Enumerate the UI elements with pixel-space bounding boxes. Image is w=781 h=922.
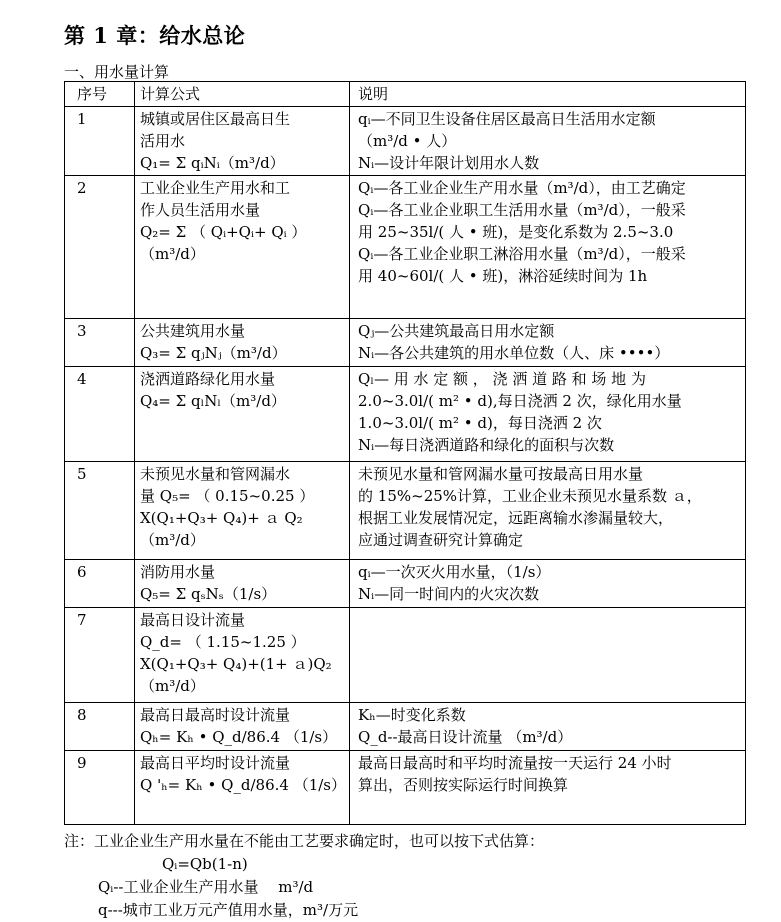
formula-line: Q_d= （ 1.15~1.25 ） [140,633,306,651]
water-demand-table [64,81,746,825]
formula-cell [135,319,350,367]
description-line: 的 15%~25%计算，工业企业未预见水量系数 ａ， [358,487,702,505]
formula-cell [135,176,350,319]
formula-line: 未预见水量和管网漏水 [140,465,291,483]
formula-line: Q₁= Σ qᵢNᵢ（m³/d） [140,154,285,172]
note-formula: Qᵢ=Qb(1-n) [162,855,248,873]
description-cell [350,176,746,319]
description-line: Qₗ— 用 水 定 额 ， 浇 洒 道 路 和 场 地 为 [358,370,646,388]
row-number: 9 [65,751,135,825]
footnote [64,830,544,922]
description-line: （m³/d • 人） [358,132,457,150]
table-row [65,462,746,560]
description-line: Nᵢ—同一时间内的火灾次数 [358,585,540,603]
row-number: 7 [65,608,135,703]
table-row [65,107,746,176]
description-line: Qᵢ—各工业企业生产用水量（m³/d），由工艺确定 [358,179,686,197]
description-line: 2.0~3.0l/( m² • d),每日浇洒 2 次，绿化用水量 [358,392,682,410]
description-line: Q_d--最高日设计流量 （m³/d） [358,728,573,746]
description-line: 未预见水量和管网漏水量可按最高日用水量 [358,465,644,483]
row-number: 4 [65,367,135,462]
formula-line: （m³/d） [140,677,205,695]
description-line: qᵢ—一次灭火用水量，（1/s） [358,563,551,581]
row-number: 8 [65,703,135,751]
column-header-formula: 计算公式 [135,82,350,107]
row-number: 3 [65,319,135,367]
formula-cell [135,751,350,825]
formula-cell [135,560,350,608]
table-row [65,367,746,462]
description-line: 应通过调查研究计算确定 [358,531,524,549]
formula-line: Q₅= Σ qₛNₛ（1/s） [140,585,277,603]
table-row [65,703,746,751]
description-cell [350,367,746,462]
description-cell [350,462,746,560]
formula-cell [135,462,350,560]
description-line: 用 25~35l/( 人 • 班)，是变化系数为 2.5~3.0 [358,223,674,241]
description-line: qᵢ—不同卫生设备住居区最高日生活用水定额 [358,110,656,128]
formula-line: 城镇或居住区最高日生 [140,110,291,128]
row-number: 6 [65,560,135,608]
description-cell [350,319,746,367]
description-cell [350,703,746,751]
formula-line: 量 Q₅= （ 0.15~0.25 ） [140,487,315,505]
formula-cell [135,107,350,176]
formula-line: 最高日最高时设计流量 [140,706,291,724]
formula-line: 消防用水量 [140,563,216,581]
description-line: Nᵢ—每日浇洒道路和绿化的面积与次数 [358,436,615,454]
description-cell [350,608,746,703]
description-line: Nᵢ—各公共建筑的用水单位数（人、床 ••••） [358,344,670,362]
description-cell [350,751,746,825]
column-header-no: 序号 [65,82,135,107]
formula-line: 最高日平均时设计流量 [140,754,291,772]
description-line: 根据工业发展情况定，远距离输水渗漏量较大， [358,509,674,527]
formula-line: 工业企业生产用水和工 [140,179,291,197]
formula-line: X(Q₁+Q₃+ Q₄)+ ａ Q₂ [140,509,303,527]
formula-cell [135,608,350,703]
table-row [65,319,746,367]
formula-cell [135,703,350,751]
formula-line: 作人员生活用水量 [140,201,261,219]
formula-line: （m³/d） [140,531,205,549]
description-line: 用 40~60l/( 人 • 班)，淋浴延续时间为 1h [358,267,648,285]
formula-line: Q₂= Σ （ Qᵢ+Qᵢ+ Qᵢ ） [140,223,307,241]
description-line: Qⱼ—公共建筑最高日用水定额 [358,322,555,340]
formula-line: Q₃= Σ qⱼNⱼ（m³/d） [140,344,287,362]
formula-line: Q₄= Σ qₗNₗ（m³/d） [140,392,286,410]
section-heading: 一、用水量计算 [64,63,170,81]
row-number: 1 [65,107,135,176]
description-line: 最高日最高时和平均时流量按一天运行 24 小时 [358,754,672,772]
table-row [65,176,746,319]
table-header-row [65,82,746,107]
row-number: 2 [65,176,135,319]
formula-line: 最高日设计流量 [140,611,246,629]
formula-line: X(Q₁+Q₃+ Q₄)+(1+ ａ)Q₂ [140,655,332,673]
description-line: 1.0~3.0l/( m² • d)，每日浇洒 2 次 [358,414,602,432]
chapter-title: 第 1 章：给水总论 [64,23,246,48]
formula-line: 公共建筑用水量 [140,322,246,340]
formula-line: （m³/d） [140,245,205,263]
note-line: q---城市工业万元产值用水量，m³/万元 [98,901,359,919]
row-number: 5 [65,462,135,560]
description-line: 算出，否则按实际运行时间换算 [358,776,569,794]
table-row [65,608,746,703]
formula-line: 浇洒道路绿化用水量 [140,370,276,388]
table-row [65,560,746,608]
formula-line: Q 'ₕ= Kₕ • Q_d/86.4 （1/s） [140,776,347,794]
note-line: 注：工业企业生产用水量在不能由工艺要求确定时，也可以按下式估算： [64,832,545,850]
description-cell [350,560,746,608]
description-cell [350,107,746,176]
description-line: Qᵢ—各工业企业职工淋浴用水量（m³/d），一般采 [358,245,686,263]
description-line: Kₕ—时变化系数 [358,706,466,724]
column-header-desc: 说明 [350,82,746,107]
formula-line: Qₕ= Kₕ • Q_d/86.4 （1/s） [140,728,338,746]
description-line: Qᵢ—各工业企业职工生活用水量（m³/d），一般采 [358,201,686,219]
formula-cell [135,367,350,462]
description-line: Nᵢ—设计年限计划用水人数 [358,154,540,172]
note-line: Qᵢ--工业企业生产用水量 m³/d [98,878,314,896]
table-row [65,751,746,825]
formula-line: 活用水 [140,132,186,150]
